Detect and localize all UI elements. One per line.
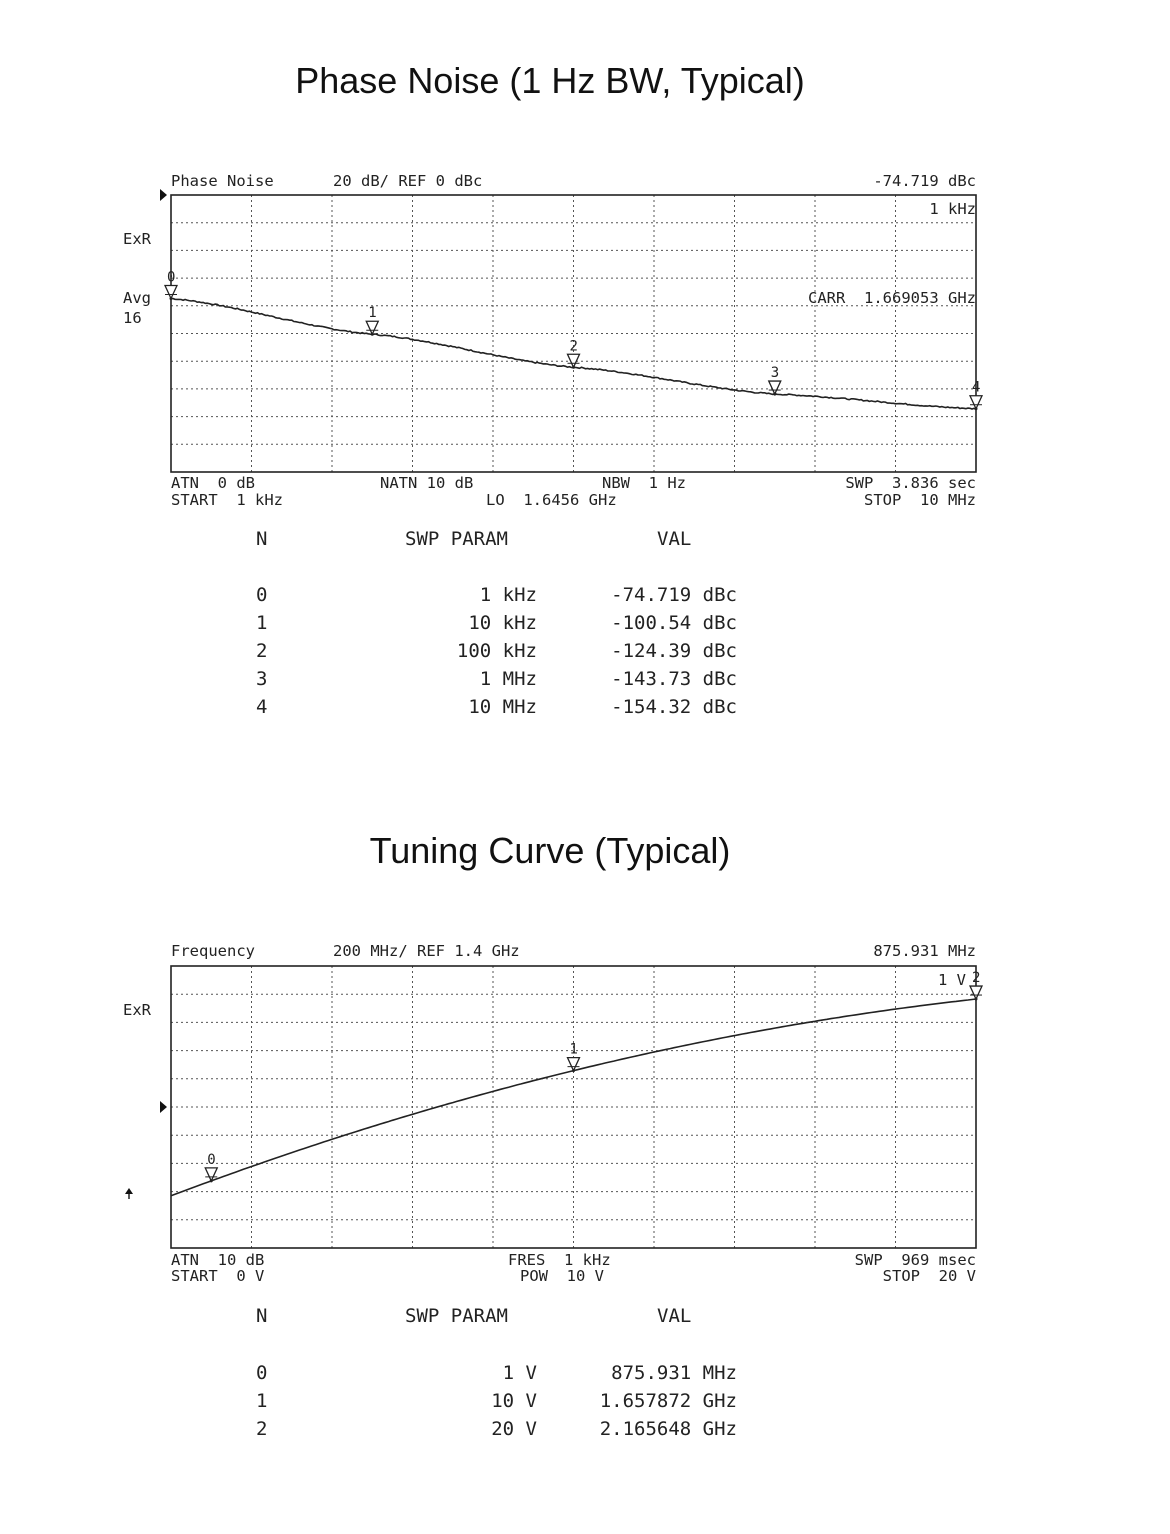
pn-header-scale: 20 dB/ REF 0 dBc xyxy=(333,172,483,190)
pn-point-4 xyxy=(975,407,978,410)
pn-marker-label-3: 3 xyxy=(770,365,780,382)
tc-header-left: Frequency xyxy=(171,942,255,960)
pn-table-row-4-param: 10 MHz xyxy=(468,696,537,718)
tc-footer-stop: STOP 20 V xyxy=(882,1267,976,1285)
pn-avg-label: Avg xyxy=(123,289,151,307)
pn-header-right-sub: 1 kHz xyxy=(929,200,976,218)
tc-table-row-0-n: 0 xyxy=(256,1362,268,1384)
pn-table-row-0-val: -74.719 dBc xyxy=(611,584,737,606)
pn-table-row-4-val: -154.32 dBc xyxy=(611,696,737,718)
pn-marker-0 xyxy=(165,285,177,298)
tc-table-row-0-val: 875.931 MHz xyxy=(611,1362,737,1384)
tc-header-right-value: 875.931 MHz xyxy=(873,942,976,960)
tc-table-header-val: VAL xyxy=(657,1305,692,1327)
tc-table-header-param: SWP PARAM xyxy=(405,1305,508,1327)
pn-table-header-param: SWP PARAM xyxy=(405,528,508,550)
pn-table-row-1-param: 10 kHz xyxy=(468,612,537,634)
tc-footer-atn: ATN 10 dB xyxy=(171,1251,265,1269)
pn-exr-label: ExR xyxy=(123,230,151,248)
pn-point-3 xyxy=(773,393,776,396)
pn-table-row-0-n: 0 xyxy=(256,584,268,606)
tc-table-row-1-n: 1 xyxy=(256,1390,268,1412)
pn-footer-stop: STOP 10 MHz xyxy=(864,491,976,509)
pn-point-0 xyxy=(170,297,173,300)
tc-marker-label-2: 2 xyxy=(972,970,981,987)
tc-point-2 xyxy=(975,998,978,1001)
pn-marker-1 xyxy=(366,321,378,334)
pn-footer-start: START 1 kHz xyxy=(171,491,283,509)
tc-footer-swp: SWP 969 msec xyxy=(854,1251,976,1269)
pn-table-row-3-param: 1 MHz xyxy=(479,668,537,690)
tc-footer-start: START 0 V xyxy=(171,1267,265,1285)
tuning-curve-plot xyxy=(125,966,982,1248)
tc-up-arrow-icon xyxy=(125,1188,133,1194)
pn-table-header-val: VAL xyxy=(657,528,692,550)
tc-header-scale: 200 MHz/ REF 1.4 GHz xyxy=(333,942,520,960)
tc-exr-label: ExR xyxy=(123,1001,151,1019)
pn-marker-4 xyxy=(970,396,982,409)
tc-footer-pow: POW 10 V xyxy=(520,1267,604,1285)
tc-header-right-sub: 1 V xyxy=(938,971,966,989)
tc-table-row-1-param: 10 V xyxy=(491,1390,537,1412)
pn-table-row-3-n: 3 xyxy=(256,668,268,690)
pn-marker-label-0: 0 xyxy=(167,269,176,286)
pn-marker-3 xyxy=(769,381,781,394)
pn-footer-atn: ATN 0 dB xyxy=(171,474,255,492)
tc-table-row-1-val: 1.657872 GHz xyxy=(599,1390,737,1412)
tc-marker-1 xyxy=(568,1058,580,1071)
pn-marker-label-2: 2 xyxy=(569,338,578,355)
tc-marker-label-0: 0 xyxy=(207,1151,216,1168)
pn-table-row-0-param: 1 kHz xyxy=(479,584,537,606)
tc-marker-2 xyxy=(970,986,982,999)
pn-table-row-4-n: 4 xyxy=(256,696,268,718)
pn-marker-label-4: 4 xyxy=(972,379,981,396)
phase-noise-plot xyxy=(160,189,982,472)
phase-noise-title: Phase Noise (1 Hz BW, Typical) xyxy=(295,60,805,101)
pn-table-row-3-val: -143.73 dBc xyxy=(611,668,737,690)
pn-footer-natn: NATN 10 dB xyxy=(380,474,474,492)
pn-footer-swp: SWP 3.836 sec xyxy=(845,474,976,492)
pn-carrier-label: CARR 1.669053 GHz xyxy=(808,289,976,307)
pn-ref-arrow-icon xyxy=(160,189,167,201)
pn-avg-count: 16 xyxy=(123,309,142,327)
pn-table-row-1-n: 1 xyxy=(256,612,268,634)
tc-table-header-n: N xyxy=(256,1305,268,1327)
tc-point-1 xyxy=(572,1069,575,1072)
tuning-curve-title: Tuning Curve (Typical) xyxy=(369,830,731,871)
pn-point-1 xyxy=(371,333,374,336)
pn-marker-label-1: 1 xyxy=(368,305,377,322)
pn-table-row-2-param: 100 kHz xyxy=(456,640,537,662)
tc-table-row-2-n: 2 xyxy=(256,1418,268,1440)
pn-footer-lo: LO 1.6456 GHz xyxy=(486,491,617,509)
tc-ref-arrow-icon xyxy=(160,1101,167,1113)
pn-table-row-2-val: -124.39 dBc xyxy=(611,640,737,662)
pn-header-left: Phase Noise xyxy=(171,172,274,190)
pn-table-row-1-val: -100.54 dBc xyxy=(611,612,737,634)
pn-point-2 xyxy=(572,366,575,369)
tc-table-row-0-param: 1 V xyxy=(502,1362,537,1384)
tc-table-row-2-param: 20 V xyxy=(491,1418,537,1440)
pn-header-right-value: -74.719 dBc xyxy=(873,172,976,190)
pn-table-header-n: N xyxy=(256,528,268,550)
tc-marker-label-1: 1 xyxy=(569,1041,578,1058)
pn-table-row-2-n: 2 xyxy=(256,640,268,662)
tc-footer-fres: FRES 1 kHz xyxy=(508,1251,611,1269)
tc-table-row-2-val: 2.165648 GHz xyxy=(599,1418,737,1440)
pn-footer-nbw: NBW 1 Hz xyxy=(602,474,686,492)
tc-point-0 xyxy=(210,1179,213,1182)
